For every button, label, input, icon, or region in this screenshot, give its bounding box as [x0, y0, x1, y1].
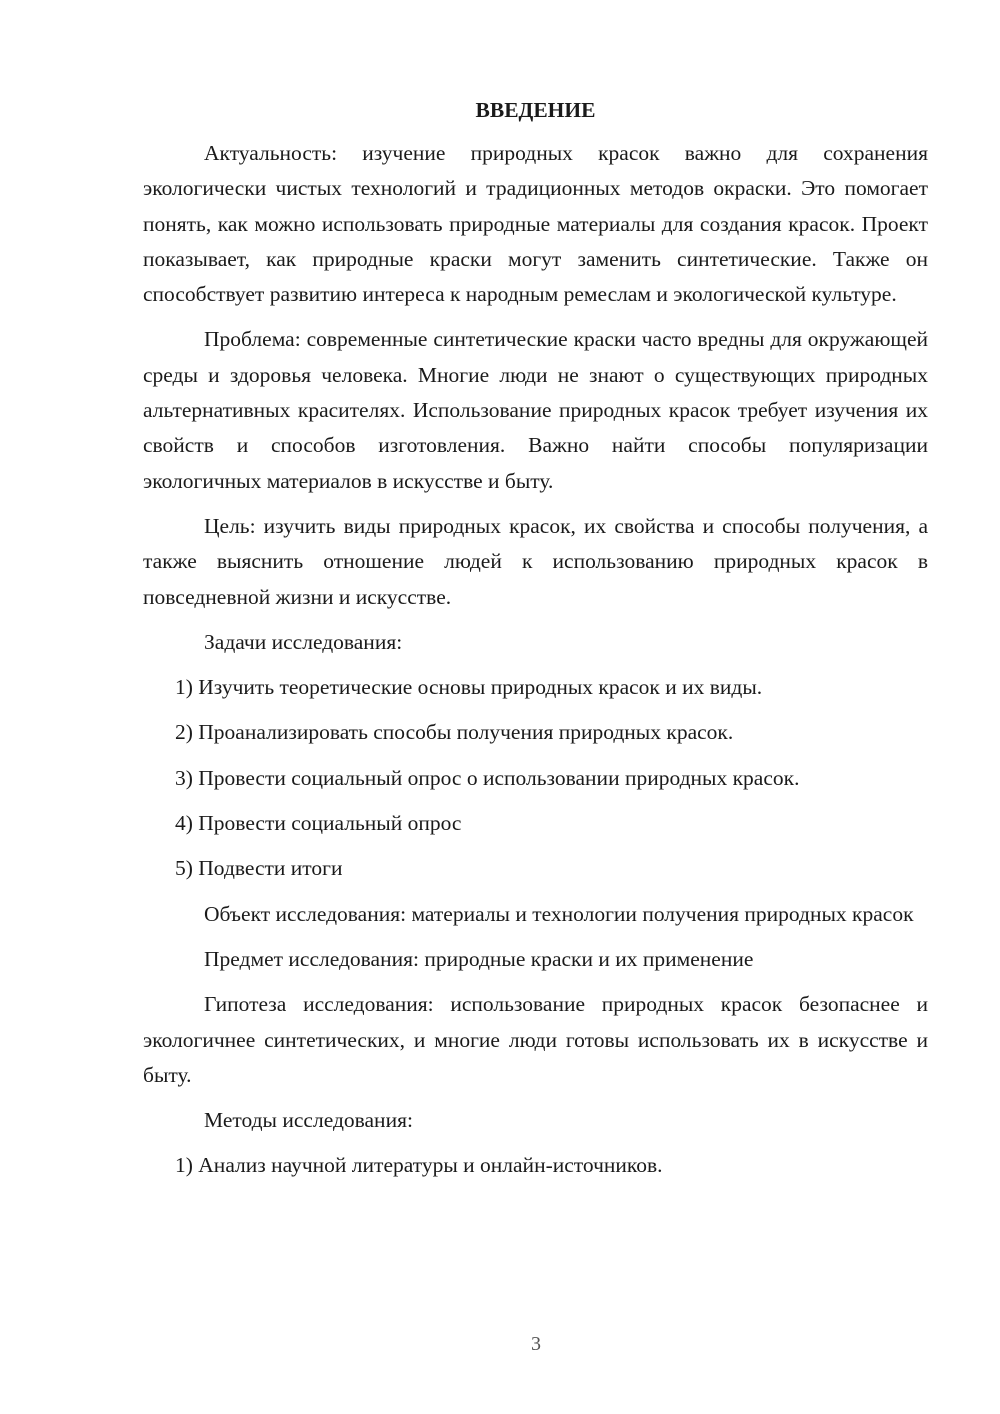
- methods-title: Методы исследования:: [204, 1108, 413, 1133]
- tasks-title: Задачи исследования:: [204, 629, 403, 654]
- list-item: 1) Анализ научной литературы и онлайн-источников.: [175, 1153, 663, 1178]
- object-paragraph: Объект исследования: материалы и технологии получения природных красок: [204, 901, 914, 926]
- list-item: 4) Провести социальный опрос: [175, 811, 462, 836]
- document-page: [143, 92, 928, 1194]
- problem-paragraph: Проблема: современные синтетические краски часто вредны для окружающей среды и здоровья человека. Многие люди не знают о существующих природных альтернативных красителях. Использование природных красок требует изучения их свойств и способов изготовления. Важно найти способы популяризации экологичных материалов в искусстве и быту.: [143, 327, 928, 493]
- list-item: 1) Изучить теоретические основы природных красок и их виды.: [175, 675, 763, 700]
- methods-list: [143, 1148, 928, 1183]
- list-item: 3) Провести социальный опрос о использовании природных красок.: [175, 765, 800, 790]
- tasks-list: [143, 670, 928, 886]
- page-number: 3: [531, 1333, 541, 1355]
- goal-paragraph: Цель: изучить виды природных красок, их свойства и способы получения, а также выяснить отношение людей к использованию природных красок в повседневной жизни и искусстве.: [143, 513, 928, 609]
- relevance-paragraph: Актуальность: изучение природных красок важно для сохранения экологически чистых технологий и традиционных методов окраски. Это помогает понять, как можно использовать природные материалы для создания красок. Проект показывает, как природные краски могут заменить синтетические. Также он способствует развитию интереса к народным ремеслам и экологической культуре.: [143, 141, 928, 307]
- list-item: 5) Подвести итоги: [175, 856, 343, 881]
- section-heading: ВВЕДЕНИЕ: [475, 98, 596, 122]
- subject-paragraph: Предмет исследования: природные краски и их применение: [204, 946, 754, 971]
- hypothesis-paragraph: Гипотеза исследования: использование природных красок безопаснее и экологичнее синтетических, и многие люди готовы использовать их в искусстве и быту.: [143, 992, 928, 1087]
- list-item: 2) Проанализировать способы получения природных красок.: [175, 720, 734, 745]
